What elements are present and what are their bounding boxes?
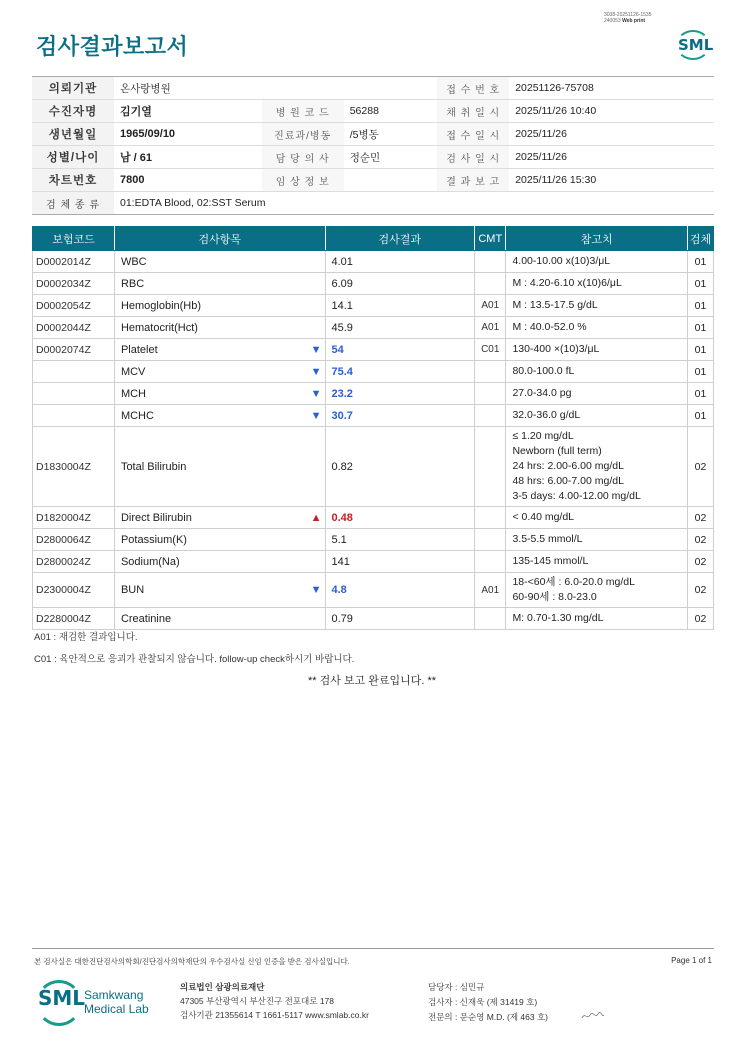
info-label: 병 원 코 드 xyxy=(262,100,344,123)
header-code: 보험코드 xyxy=(33,227,115,251)
cell-cmt xyxy=(475,529,506,551)
table-row xyxy=(33,339,714,361)
info-value: 남 / 61 xyxy=(114,146,262,169)
cell-item xyxy=(114,251,325,273)
item-name: Potassium(K) xyxy=(120,533,187,546)
info-label: 의뢰기관 xyxy=(32,77,114,100)
cell-result: 0.82 xyxy=(325,427,475,507)
ref-line: 4.00-10.00 x(10)3/μL xyxy=(512,255,611,267)
cell-item xyxy=(114,273,325,295)
header-specimen: 검체 xyxy=(687,227,713,251)
cell-ref xyxy=(506,251,688,273)
cell-code: D2800064Z xyxy=(33,529,115,551)
cell-code xyxy=(33,383,115,405)
staff-tester: 검사자 : 신재욱 (제 31419 호) xyxy=(428,997,538,1007)
item-name: MCHC xyxy=(120,409,154,422)
cell-result: 54 xyxy=(325,339,475,361)
cell-code: D0002074Z xyxy=(33,339,115,361)
cell-specimen: 01 xyxy=(687,251,713,273)
cell-ref xyxy=(506,507,688,529)
cell-cmt xyxy=(475,383,506,405)
staff-specialist: 전문의 : 문순영 M.D. (제 463 호) xyxy=(428,1012,549,1022)
item-name: MCH xyxy=(120,387,146,400)
cell-result: 75.4 xyxy=(325,361,475,383)
item-name: Direct Bilirubin xyxy=(120,511,192,524)
table-row xyxy=(33,251,714,273)
ref-line: M : 40.0-52.0 % xyxy=(512,321,587,333)
info-label: 채 취 일 시 xyxy=(437,100,509,123)
cell-ref xyxy=(506,405,688,427)
cell-item xyxy=(114,295,325,317)
cell-code: D2800024Z xyxy=(33,551,115,573)
cell-code: D0002014Z xyxy=(33,251,115,273)
cell-cmt: C01 xyxy=(475,339,506,361)
item-name: Platelet xyxy=(120,343,158,356)
cell-code xyxy=(33,405,115,427)
cell-code: D2280004Z xyxy=(33,608,115,630)
table-row xyxy=(33,405,714,427)
cell-ref xyxy=(506,573,688,608)
cell-cmt xyxy=(475,427,506,507)
ref-line: M : 13.5-17.5 g/dL xyxy=(512,299,598,311)
lab-address xyxy=(180,980,369,1022)
info-value: 2025/11/26 xyxy=(509,123,714,146)
item-name: Creatinine xyxy=(120,612,172,625)
cell-result: 30.7 xyxy=(325,405,475,427)
low-flag-icon: ▼ xyxy=(310,409,322,422)
cell-item xyxy=(114,573,325,608)
cell-result: 0.48 xyxy=(325,507,475,529)
cell-cmt xyxy=(475,405,506,427)
ref-line: 27.0-34.0 pg xyxy=(512,387,572,399)
info-value: 1965/09/10 xyxy=(114,123,262,146)
cell-code: D0002054Z xyxy=(33,295,115,317)
low-flag-icon: ▼ xyxy=(310,584,322,596)
cell-specimen: 01 xyxy=(687,405,713,427)
info-label: 담 당 의 사 xyxy=(262,146,344,169)
low-flag-icon: ▼ xyxy=(310,387,322,400)
table-row xyxy=(33,317,714,339)
info-value: 온사랑병원 xyxy=(114,77,437,100)
ref-line: 3-5 days: 4.00-12.00 mg/dL xyxy=(512,490,641,502)
cell-item xyxy=(114,339,325,361)
cell-result: 23.2 xyxy=(325,383,475,405)
table-row xyxy=(33,427,714,507)
org-name: 의료법인 삼광의료재단 xyxy=(180,982,265,992)
info-label: 성별/나이 xyxy=(32,146,114,169)
cell-ref xyxy=(506,529,688,551)
cell-ref xyxy=(506,427,688,507)
info-label: 결 과 보 고 xyxy=(437,169,509,192)
info-value: /5병동 xyxy=(344,123,437,146)
cell-code: D1830004Z xyxy=(33,427,115,507)
staff-manager: 담당자 : 심민규 xyxy=(428,982,485,992)
ref-line: Newborn (full term) xyxy=(512,445,602,457)
cell-result: 141 xyxy=(325,551,475,573)
header-item: 검사항목 xyxy=(114,227,325,251)
page-number: Page 1 of 1 xyxy=(671,956,712,965)
info-value: 20251126-75708 xyxy=(509,77,714,100)
cell-item xyxy=(114,405,325,427)
cell-ref xyxy=(506,273,688,295)
cell-code: D0002044Z xyxy=(33,317,115,339)
item-name: Sodium(Na) xyxy=(120,555,180,568)
footer-logo-text: SML xyxy=(38,986,86,1010)
samkwang-logo-icon xyxy=(36,980,166,1024)
info-value: 정순민 xyxy=(344,146,437,169)
cell-specimen: 02 xyxy=(687,507,713,529)
info-value: 2025/11/26 15:30 xyxy=(509,169,714,192)
cell-specimen: 01 xyxy=(687,317,713,339)
cell-specimen: 01 xyxy=(687,339,713,361)
info-label: 검 체 종 류 xyxy=(32,192,114,215)
cell-item xyxy=(114,529,325,551)
ref-line: 32.0-36.0 g/dL xyxy=(512,409,581,421)
cell-cmt xyxy=(475,608,506,630)
info-value: 김기열 xyxy=(114,100,262,123)
table-row xyxy=(33,551,714,573)
info-label: 검 사 일 시 xyxy=(437,146,509,169)
ref-line: ≤ 1.20 mg/dL xyxy=(512,430,574,442)
table-row xyxy=(33,361,714,383)
logo-line2: Medical Lab xyxy=(84,1002,149,1016)
cell-code: D2300004Z xyxy=(33,573,115,608)
ref-line: 80.0-100.0 fL xyxy=(512,365,575,377)
ref-line: 48 hrs: 6.00-7.00 mg/dL xyxy=(512,475,624,487)
sml-logo-icon xyxy=(676,28,714,58)
ref-line: 130-400 ×(10)3/μL xyxy=(512,343,600,355)
info-label: 임 상 정 보 xyxy=(262,169,344,192)
note-c01: C01 : 육안적으로 응괴가 관찰되지 않습니다. follow-up check하시기 바랍니다. xyxy=(34,654,355,665)
cell-item xyxy=(114,608,325,630)
info-label: 접 수 일 시 xyxy=(437,123,509,146)
cell-ref xyxy=(506,383,688,405)
table-row xyxy=(33,273,714,295)
footer-divider xyxy=(32,948,714,949)
cell-result: 4.01 xyxy=(325,251,475,273)
cell-result: 6.09 xyxy=(325,273,475,295)
info-value: 56288 xyxy=(344,100,437,123)
ref-line: 135-145 mmol/L xyxy=(512,555,589,567)
cell-specimen: 01 xyxy=(687,383,713,405)
cell-ref xyxy=(506,551,688,573)
print-code xyxy=(604,12,684,24)
low-flag-icon: ▼ xyxy=(310,343,322,356)
cell-cmt xyxy=(475,551,506,573)
cell-ref xyxy=(506,608,688,630)
info-value xyxy=(344,169,437,192)
table-row xyxy=(33,507,714,529)
results-table xyxy=(32,226,714,630)
item-name: Total Bilirubin xyxy=(120,460,187,473)
item-name: BUN xyxy=(120,584,145,596)
cell-specimen: 02 xyxy=(687,573,713,608)
table-row xyxy=(33,295,714,317)
low-flag-icon: ▼ xyxy=(310,365,322,378)
cell-cmt: A01 xyxy=(475,317,506,339)
table-row xyxy=(33,573,714,608)
cell-specimen: 01 xyxy=(687,361,713,383)
cell-cmt xyxy=(475,251,506,273)
cell-result: 4.8 xyxy=(325,573,475,608)
info-label: 차트번호 xyxy=(32,169,114,192)
ref-line: 3.5-5.5 mmol/L xyxy=(512,533,583,545)
table-row xyxy=(33,383,714,405)
cell-code xyxy=(33,361,115,383)
ref-line: < 0.40 mg/dL xyxy=(512,511,575,523)
ref-line: M: 0.70-1.30 mg/dL xyxy=(512,612,604,624)
info-label: 수진자명 xyxy=(32,100,114,123)
cell-cmt: A01 xyxy=(475,295,506,317)
patient-info-table xyxy=(32,76,714,215)
cell-result: 45.9 xyxy=(325,317,475,339)
report-complete-text: ** 검사 보고 완료입니다. ** xyxy=(307,675,437,687)
signature-icon xyxy=(580,1010,606,1022)
info-label: 진료과/병동 xyxy=(262,123,344,146)
web-print-label: Web print xyxy=(622,18,646,24)
cell-cmt xyxy=(475,361,506,383)
cell-ref xyxy=(506,339,688,361)
print-code-line2: 240053 xyxy=(604,18,621,24)
staff-info xyxy=(428,980,548,1025)
header-result: 검사결과 xyxy=(325,227,475,251)
ref-line: 60-90세 : 8.0-23.0 xyxy=(512,591,597,603)
cell-code: D1820004Z xyxy=(33,507,115,529)
cell-item xyxy=(114,317,325,339)
cell-cmt xyxy=(475,507,506,529)
ref-line: 24 hrs: 2.00-6.00 mg/dL xyxy=(512,460,624,472)
cell-ref xyxy=(506,295,688,317)
cell-specimen: 02 xyxy=(687,608,713,630)
cell-specimen: 01 xyxy=(687,273,713,295)
cell-code: D0002034Z xyxy=(33,273,115,295)
item-name: WBC xyxy=(120,255,147,268)
ref-line: 18-<60세 : 6.0-20.0 mg/dL xyxy=(512,576,635,588)
print-code-line1: 3038-20251126-1535 xyxy=(604,12,652,18)
cell-result: 14.1 xyxy=(325,295,475,317)
certification-text: 본 검사실은 대한진단검사의학회/진단검사의학재단의 우수검사실 신임 인증을 받은 검사실입니다. xyxy=(34,957,350,966)
cell-specimen: 01 xyxy=(687,295,713,317)
cell-ref xyxy=(506,317,688,339)
cell-result: 0.79 xyxy=(325,608,475,630)
cell-specimen: 02 xyxy=(687,529,713,551)
cell-ref xyxy=(506,361,688,383)
item-name: Hematocrit(Hct) xyxy=(120,321,198,334)
cell-specimen: 02 xyxy=(687,427,713,507)
cell-cmt xyxy=(475,273,506,295)
info-label: 접 수 번 호 xyxy=(437,77,509,100)
item-name: Hemoglobin(Hb) xyxy=(120,299,202,312)
header-ref: 참고치 xyxy=(506,227,688,251)
info-value: 2025/11/26 10:40 xyxy=(509,100,714,123)
logo-text: SML xyxy=(678,36,714,54)
report-title: 검사결과보고서 xyxy=(36,34,189,59)
cell-specimen: 02 xyxy=(687,551,713,573)
item-name: RBC xyxy=(120,277,145,290)
note-a01: A01 : 재검한 결과입니다. xyxy=(34,632,138,643)
info-value: 7800 xyxy=(114,169,262,192)
high-flag-icon: ▲ xyxy=(310,511,322,524)
table-row xyxy=(33,608,714,630)
cell-item xyxy=(114,507,325,529)
cell-item xyxy=(114,383,325,405)
cell-item xyxy=(114,551,325,573)
info-label: 생년월일 xyxy=(32,123,114,146)
header-cmt: CMT xyxy=(475,227,506,251)
cell-item xyxy=(114,427,325,507)
contact: 검사기관 21355614 T 1661-5117 www.smlab.co.kr xyxy=(180,1010,369,1020)
logo-line1: Samkwang xyxy=(84,988,144,1002)
cell-cmt: A01 xyxy=(475,573,506,608)
info-value: 2025/11/26 xyxy=(509,146,714,169)
cell-item xyxy=(114,361,325,383)
ref-line: M : 4.20-6.10 x(10)6/μL xyxy=(512,277,622,289)
address: 47305 부산광역시 부산진구 전포대로 178 xyxy=(180,996,335,1006)
item-name: MCV xyxy=(120,365,146,378)
info-value: 01:EDTA Blood, 02:SST Serum xyxy=(114,192,714,215)
cell-result: 5.1 xyxy=(325,529,475,551)
table-row xyxy=(33,529,714,551)
